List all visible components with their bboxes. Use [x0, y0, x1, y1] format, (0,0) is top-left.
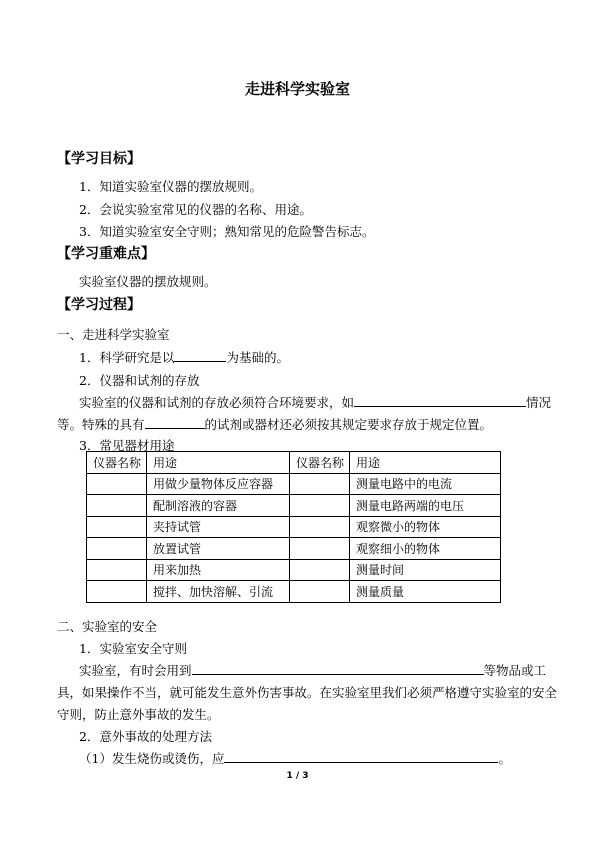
s1-line1-suffix: 等物品或工	[483, 663, 547, 678]
question-1-suffix: 为基础的。	[226, 350, 289, 365]
question-1-prefix: 1．科学研究是以	[79, 350, 175, 365]
answer-cell[interactable]	[87, 473, 147, 495]
table-row	[87, 581, 501, 603]
table-cell: 用做少量物体反应容器	[147, 473, 290, 495]
safety-rules-line-2: 具，如果操作不当，就可能发生意外伤害事故。在实验室里我们必须严格遵守实验室的安全	[57, 685, 558, 700]
table-cell: 测量电路两端的电压	[350, 495, 501, 517]
safety-rules-line-3: 守则，防止意外事故的发生。	[57, 707, 220, 722]
table-cell: 夹持试管	[147, 516, 290, 538]
table-cell: 测量质量	[350, 581, 501, 603]
equipment-table	[86, 451, 501, 603]
objective-item-1: 1．知道实验室仪器的摆放规则。	[79, 179, 262, 194]
table-cell: 搅拌、加快溶解、引流	[147, 581, 290, 603]
objectives-heading: 【学习目标】	[57, 151, 141, 167]
answer-cell[interactable]	[87, 538, 147, 560]
question-2-line-2	[57, 415, 492, 433]
q2-line2-suffix: 的试剂或器材还必须按其规定要求存放于规定位置。	[204, 417, 493, 432]
answer-cell[interactable]	[290, 559, 350, 581]
part1-title: 一、走进科学实验室	[57, 327, 170, 342]
answer-blank[interactable]	[145, 416, 205, 429]
question-1	[79, 348, 289, 366]
answer-cell[interactable]	[87, 559, 147, 581]
table-row	[87, 538, 501, 560]
header-cell: 用途	[350, 452, 501, 474]
accident-item-1-prefix: （1）发生烧伤或烫伤，应	[79, 751, 225, 766]
objective-item-3: 3．知道实验室安全守则；熟知常见的危险警告标志。	[79, 224, 375, 239]
answer-cell[interactable]	[290, 516, 350, 538]
key-points-heading: 【学习重难点】	[57, 246, 155, 262]
s1-line1-prefix: 实验室，有时会用到	[79, 663, 192, 678]
question-2-title: 2．仪器和试剂的存放	[79, 373, 200, 388]
table-row	[87, 473, 501, 495]
answer-blank[interactable]	[174, 349, 226, 362]
table-cell: 观察微小的物体	[350, 516, 501, 538]
table-header-row	[87, 452, 501, 474]
answer-blank[interactable]	[192, 662, 484, 675]
page-number: 1 / 3	[286, 771, 309, 781]
answer-cell[interactable]	[87, 495, 147, 517]
process-heading: 【学习过程】	[57, 297, 141, 313]
accident-handling-title: 2．意外事故的处理方法	[79, 729, 212, 744]
table-cell: 用来加热	[147, 559, 290, 581]
answer-cell[interactable]	[290, 495, 350, 517]
answer-blank[interactable]	[354, 394, 526, 407]
table-cell: 测量时间	[350, 559, 501, 581]
safety-rules-line-1	[79, 661, 546, 679]
header-cell: 仪器名称	[290, 452, 350, 474]
page-title: 走进科学实验室	[244, 80, 350, 98]
header-cell: 用途	[147, 452, 290, 474]
table-cell: 配制溶液的容器	[147, 495, 290, 517]
answer-cell[interactable]	[87, 516, 147, 538]
accident-item-1	[79, 749, 511, 767]
table-row	[87, 495, 501, 517]
answer-blank[interactable]	[224, 750, 498, 763]
table-row	[87, 559, 501, 581]
table-cell: 放置试管	[147, 538, 290, 560]
accident-item-1-suffix: 。	[498, 751, 511, 766]
part2-title: 二、实验室的安全	[57, 619, 158, 634]
q2-line1-prefix: 实验室的仪器和试剂的存放必须符合环境要求，如	[79, 395, 355, 410]
objective-item-2: 2．会说实验室常见的仪器的名称、用途。	[79, 202, 312, 217]
table-cell: 观察细小的物体	[350, 538, 501, 560]
question-2-line-1	[79, 393, 551, 411]
header-cell: 仪器名称	[87, 452, 147, 474]
answer-cell[interactable]	[87, 581, 147, 603]
answer-cell[interactable]	[290, 473, 350, 495]
key-points-text: 实验室仪器的摆放规则。	[79, 274, 217, 289]
answer-cell[interactable]	[290, 581, 350, 603]
q2-line1-suffix: 情况	[526, 395, 552, 410]
safety-rules-title: 1．实验室安全守则	[79, 641, 187, 656]
q2-line2-prefix: 等。特殊的具有	[57, 417, 145, 432]
question-3-title: 3．常见器材用途	[79, 438, 175, 453]
table-cell: 测量电路中的电流	[350, 473, 501, 495]
table-row	[87, 516, 501, 538]
answer-cell[interactable]	[290, 538, 350, 560]
